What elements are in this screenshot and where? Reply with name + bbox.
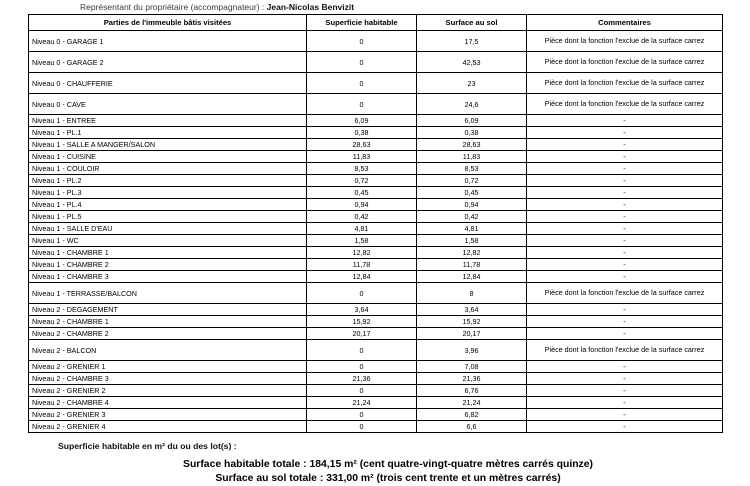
cell-room-name: Niveau 0 - GARAGE 2 [29, 52, 307, 73]
cell-room-name: Niveau 1 - SALLE D'EAU [29, 223, 307, 235]
cell-commentaire: - [527, 385, 723, 397]
cell-room-name: Niveau 1 - SALLE A MANGER/SALON [29, 139, 307, 151]
cell-superficie-habitable: 11,83 [307, 151, 417, 163]
cell-surface-au-sol: 42,53 [417, 52, 527, 73]
cell-superficie-habitable: 0,72 [307, 175, 417, 187]
cell-surface-au-sol: 3,96 [417, 340, 527, 361]
cell-superficie-habitable: 6,09 [307, 115, 417, 127]
cell-surface-au-sol: 6,76 [417, 385, 527, 397]
cell-superficie-habitable: 21,36 [307, 373, 417, 385]
footer-summary [28, 441, 722, 486]
cell-surface-au-sol: 6,82 [417, 409, 527, 421]
cell-superficie-habitable: 0 [307, 340, 417, 361]
cell-commentaire: - [527, 115, 723, 127]
cell-superficie-habitable: 11,78 [307, 259, 417, 271]
cell-room-name: Niveau 2 - GRENIER 1 [29, 361, 307, 373]
table-row [29, 397, 723, 409]
table-row [29, 115, 723, 127]
cell-commentaire: - [527, 223, 723, 235]
table-row [29, 421, 723, 433]
total-habitable-text: Surface habitable totale : 184,15 m² (cent quatre-vingt-quatre mètres carrés quinze) [183, 459, 593, 470]
cell-room-name: Niveau 0 - GARAGE 1 [29, 31, 307, 52]
header-note-prefix: Représentant du propriétaire (accompagnateur) : [80, 2, 265, 12]
cell-commentaire: Pièce dont la fonction l'exclue de la surface carrez [527, 52, 723, 73]
cell-surface-au-sol: 6,09 [417, 115, 527, 127]
cell-commentaire: - [527, 328, 723, 340]
cell-superficie-habitable: 0 [307, 421, 417, 433]
cell-surface-au-sol: 8 [417, 283, 527, 304]
cell-room-name: Niveau 2 - CHAMBRE 1 [29, 316, 307, 328]
cell-commentaire: - [527, 187, 723, 199]
cell-commentaire: - [527, 361, 723, 373]
cell-commentaire: - [527, 235, 723, 247]
cell-commentaire: - [527, 304, 723, 316]
cell-superficie-habitable: 0,42 [307, 211, 417, 223]
cell-superficie-habitable: 0 [307, 94, 417, 115]
table-row [29, 361, 723, 373]
cell-room-name: Niveau 1 - TERRASSE/BALCON [29, 283, 307, 304]
cell-commentaire: - [527, 421, 723, 433]
table-row [29, 211, 723, 223]
cell-commentaire: - [527, 139, 723, 151]
cell-surface-au-sol: 0,72 [417, 175, 527, 187]
cell-surface-au-sol: 12,82 [417, 247, 527, 259]
total-sol [58, 472, 718, 486]
cell-surface-au-sol: 0,42 [417, 211, 527, 223]
table-row [29, 187, 723, 199]
cell-superficie-habitable: 0 [307, 385, 417, 397]
cell-superficie-habitable: 0 [307, 52, 417, 73]
cell-room-name: Niveau 1 - PL.3 [29, 187, 307, 199]
cell-room-name: Niveau 1 - WC [29, 235, 307, 247]
cell-room-name: Niveau 2 - CHAMBRE 3 [29, 373, 307, 385]
cell-commentaire: - [527, 373, 723, 385]
table-row [29, 127, 723, 139]
cell-room-name: Niveau 1 - CHAMBRE 2 [29, 259, 307, 271]
cell-surface-au-sol: 8,53 [417, 163, 527, 175]
table-body [29, 31, 723, 433]
column-header-commentaires: Commentaires [527, 15, 723, 31]
totals-block [58, 458, 718, 486]
table-row [29, 316, 723, 328]
cell-surface-au-sol: 12,84 [417, 271, 527, 283]
cell-commentaire: Pièce dont la fonction l'exclue de la surface carrez [527, 73, 723, 94]
cell-surface-au-sol: 0,38 [417, 127, 527, 139]
cell-superficie-habitable: 8,53 [307, 163, 417, 175]
cell-room-name: Niveau 1 - CUISINE [29, 151, 307, 163]
cell-commentaire: - [527, 316, 723, 328]
table-header-row [29, 15, 723, 31]
total-habitable [58, 458, 718, 472]
cell-commentaire: - [527, 247, 723, 259]
table-row [29, 31, 723, 52]
cell-surface-au-sol: 0,94 [417, 199, 527, 211]
cell-room-name: Niveau 1 - CHAMBRE 1 [29, 247, 307, 259]
cell-surface-au-sol: 21,36 [417, 373, 527, 385]
cell-superficie-habitable: 12,84 [307, 271, 417, 283]
cell-superficie-habitable: 0 [307, 361, 417, 373]
cell-surface-au-sol: 24,6 [417, 94, 527, 115]
cell-surface-au-sol: 20,17 [417, 328, 527, 340]
cell-superficie-habitable: 0 [307, 73, 417, 94]
table-row [29, 409, 723, 421]
cell-surface-au-sol: 28,63 [417, 139, 527, 151]
cell-room-name: Niveau 2 - CHAMBRE 4 [29, 397, 307, 409]
cell-room-name: Niveau 2 - GRENIER 2 [29, 385, 307, 397]
cell-room-name: Niveau 1 - ENTREE [29, 115, 307, 127]
column-header-superficie-habitable: Superficie habitable [307, 15, 417, 31]
table-row [29, 283, 723, 304]
cell-commentaire: - [527, 163, 723, 175]
cell-room-name: Niveau 1 - PL.1 [29, 127, 307, 139]
cell-surface-au-sol: 3,64 [417, 304, 527, 316]
table-row [29, 199, 723, 211]
cell-commentaire: - [527, 199, 723, 211]
cell-room-name: Niveau 2 - CHAMBRE 2 [29, 328, 307, 340]
cell-surface-au-sol: 11,83 [417, 151, 527, 163]
cell-superficie-habitable: 20,17 [307, 328, 417, 340]
table-row [29, 151, 723, 163]
table-row [29, 139, 723, 151]
table-row [29, 271, 723, 283]
total-sol-text: Surface au sol totale : 331,00 m² (trois cent trente et un mètres carrés) [215, 473, 561, 484]
cell-superficie-habitable: 15,92 [307, 316, 417, 328]
cell-room-name: Niveau 2 - GRENIER 4 [29, 421, 307, 433]
cell-commentaire: - [527, 175, 723, 187]
cell-room-name: Niveau 2 - DEGAGEMENT [29, 304, 307, 316]
table-row [29, 385, 723, 397]
cell-surface-au-sol: 23 [417, 73, 527, 94]
cell-superficie-habitable: 12,82 [307, 247, 417, 259]
header-note-value: Jean-Nicolas Benvizit [266, 2, 355, 12]
table-row [29, 259, 723, 271]
table-row [29, 328, 723, 340]
cell-surface-au-sol: 7,08 [417, 361, 527, 373]
cell-surface-au-sol: 0,45 [417, 187, 527, 199]
cell-surface-au-sol: 15,92 [417, 316, 527, 328]
table-row [29, 223, 723, 235]
cell-surface-au-sol: 11,78 [417, 259, 527, 271]
column-header-parties: Parties de l'immeuble bâtis visitées [29, 15, 307, 31]
header-note [28, 0, 722, 13]
cell-superficie-habitable: 0,45 [307, 187, 417, 199]
cell-room-name: Niveau 2 - GRENIER 3 [29, 409, 307, 421]
cell-superficie-habitable: 0 [307, 283, 417, 304]
cell-surface-au-sol: 21,24 [417, 397, 527, 409]
table-row [29, 175, 723, 187]
cell-superficie-habitable: 0,94 [307, 199, 417, 211]
cell-surface-au-sol: 6,6 [417, 421, 527, 433]
cell-commentaire: Pièce dont la fonction l'exclue de la surface carrez [527, 283, 723, 304]
cell-commentaire: - [527, 271, 723, 283]
cell-commentaire: Pièce dont la fonction l'exclue de la surface carrez [527, 340, 723, 361]
cell-commentaire: - [527, 211, 723, 223]
cell-superficie-habitable: 0 [307, 409, 417, 421]
cell-room-name: Niveau 2 - BALCON [29, 340, 307, 361]
cell-superficie-habitable: 4,81 [307, 223, 417, 235]
cell-superficie-habitable: 28,63 [307, 139, 417, 151]
cell-surface-au-sol: 1,58 [417, 235, 527, 247]
cell-room-name: Niveau 1 - PL.2 [29, 175, 307, 187]
cell-commentaire: - [527, 127, 723, 139]
cell-surface-au-sol: 17,5 [417, 31, 527, 52]
cell-room-name: Niveau 1 - COULOIR [29, 163, 307, 175]
cell-commentaire: Pièce dont la fonction l'exclue de la surface carrez [527, 94, 723, 115]
table-row [29, 94, 723, 115]
surfaces-table [28, 14, 723, 433]
cell-commentaire: - [527, 151, 723, 163]
cell-superficie-habitable: 21,24 [307, 397, 417, 409]
cell-commentaire: Pièce dont la fonction l'exclue de la surface carrez [527, 31, 723, 52]
cell-room-name: Niveau 0 - CHAUFFERIE [29, 73, 307, 94]
table-row [29, 247, 723, 259]
cell-surface-au-sol: 4,81 [417, 223, 527, 235]
cell-superficie-habitable: 0 [307, 31, 417, 52]
table-row [29, 340, 723, 361]
column-header-surface-au-sol: Surface au sol [417, 15, 527, 31]
table-row [29, 235, 723, 247]
cell-room-name: Niveau 1 - PL.5 [29, 211, 307, 223]
table-row [29, 73, 723, 94]
table-row [29, 52, 723, 73]
lots-label: Superficie habitable en m² du ou des lot(s) : [58, 441, 237, 451]
cell-superficie-habitable: 1,58 [307, 235, 417, 247]
cell-commentaire: - [527, 409, 723, 421]
table-row [29, 373, 723, 385]
table-row [29, 163, 723, 175]
cell-superficie-habitable: 0,38 [307, 127, 417, 139]
cell-commentaire: - [527, 397, 723, 409]
cell-room-name: Niveau 1 - CHAMBRE 3 [29, 271, 307, 283]
cell-room-name: Niveau 0 - CAVE [29, 94, 307, 115]
cell-superficie-habitable: 3,64 [307, 304, 417, 316]
table-row [29, 304, 723, 316]
cell-commentaire: - [527, 259, 723, 271]
cell-room-name: Niveau 1 - PL.4 [29, 199, 307, 211]
